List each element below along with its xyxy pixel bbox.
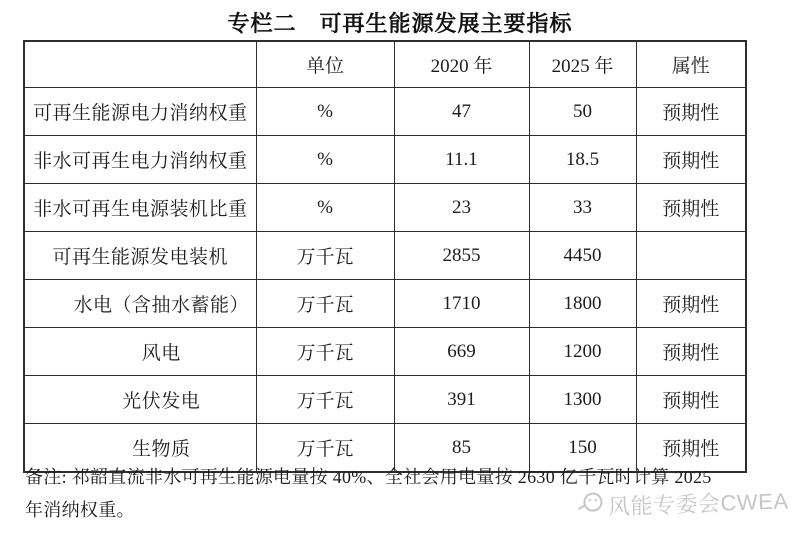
attribute-cell: 预期性: [636, 424, 746, 473]
value-2025-cell: 50: [529, 88, 636, 136]
value-2020-cell: 85: [394, 424, 529, 473]
table-row: [24, 88, 746, 136]
attribute-cell: 预期性: [636, 136, 746, 184]
table-row: [24, 328, 746, 376]
unit-cell: 万千瓦: [256, 328, 394, 376]
footnote-line-2: 年消纳权重。: [25, 500, 135, 520]
header-2020-cell: 2020 年: [394, 41, 529, 88]
value-2025-cell: 18.5: [529, 136, 636, 184]
row-label-cell: 非水可再生电力消纳权重: [24, 136, 256, 184]
attribute-cell: 预期性: [636, 328, 746, 376]
header-2025-cell: 2025 年: [529, 41, 636, 88]
row-label-cell: 水电（含抽水蓄能）: [24, 280, 256, 328]
table-row: [24, 232, 746, 280]
footnote-line-1: 备注: 祁韶直流非水可再生能源电量按 40%、全社会用电量按 2630 亿千瓦时计算 2025: [25, 467, 712, 487]
value-2020-cell: 23: [394, 184, 529, 232]
unit-cell: %: [256, 136, 394, 184]
value-2025-cell: 150: [529, 424, 636, 473]
value-2025-cell: 1800: [529, 280, 636, 328]
indicators-table: [23, 40, 747, 473]
attribute-cell: [636, 232, 746, 280]
header-attr-cell: 属性: [636, 41, 746, 88]
value-2025-cell: 1200: [529, 328, 636, 376]
row-label-cell: 可再生能源发电装机: [24, 232, 256, 280]
value-2020-cell: 669: [394, 328, 529, 376]
row-label-cell: 光伏发电: [24, 376, 256, 424]
unit-cell: %: [256, 88, 394, 136]
value-2020-cell: 47: [394, 88, 529, 136]
value-2025-cell: 4450: [529, 232, 636, 280]
unit-cell: 万千瓦: [256, 424, 394, 473]
table-row: [24, 280, 746, 328]
row-label-cell: 生物质: [24, 424, 256, 473]
attribute-cell: 预期性: [636, 376, 746, 424]
table-row: [24, 376, 746, 424]
row-label-cell: 风电: [24, 328, 256, 376]
unit-cell: %: [256, 184, 394, 232]
unit-cell: 万千瓦: [256, 376, 394, 424]
row-label-cell: 可再生能源电力消纳权重: [24, 88, 256, 136]
value-2020-cell: 391: [394, 376, 529, 424]
header-blank-cell: [24, 41, 256, 88]
attribute-cell: 预期性: [636, 88, 746, 136]
header-row: [24, 41, 746, 88]
unit-cell: 万千瓦: [256, 232, 394, 280]
attribute-cell: 预期性: [636, 280, 746, 328]
cwea-logo-icon: [576, 489, 605, 524]
value-2020-cell: 1710: [394, 280, 529, 328]
table-row: [24, 136, 746, 184]
unit-cell: 万千瓦: [256, 280, 394, 328]
attribute-cell: 预期性: [636, 184, 746, 232]
header-unit-cell: 单位: [256, 41, 394, 88]
watermark-text: 风能专委会CWEA: [607, 487, 789, 520]
row-label-cell: 非水可再生电源装机比重: [24, 184, 256, 232]
page-title: 专栏二 可再生能源发展主要指标: [227, 11, 573, 36]
table-row: [24, 184, 746, 232]
value-2025-cell: 1300: [529, 376, 636, 424]
value-2020-cell: 11.1: [394, 136, 529, 184]
value-2020-cell: 2855: [394, 232, 529, 280]
value-2025-cell: 33: [529, 184, 636, 232]
